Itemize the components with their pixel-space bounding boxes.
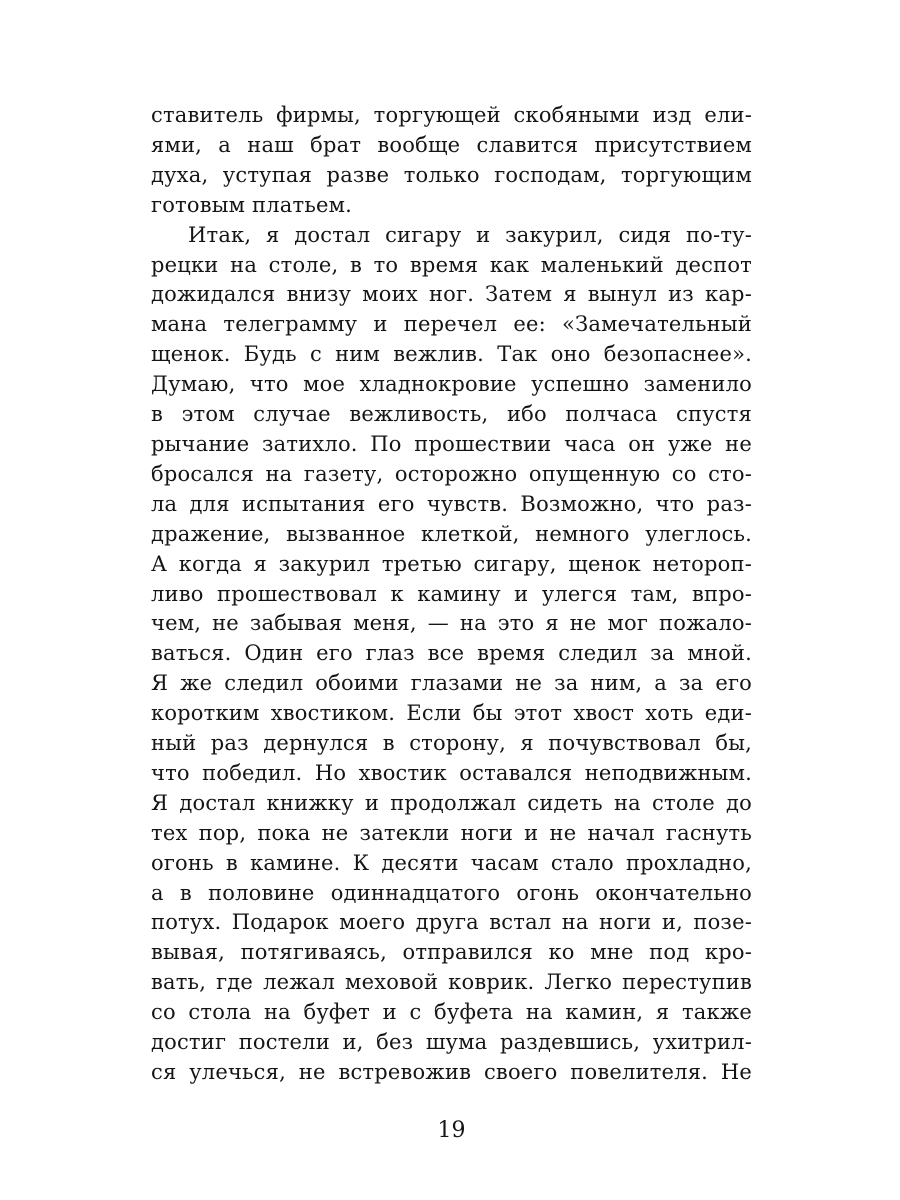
- text-line: мана телеграмму и перечел ее: «Замечательный: [151, 312, 752, 337]
- text-line: рычание затихло. По прошествии часа он уже не: [151, 431, 752, 456]
- text-line: огонь в камине. К десяти часам стало прохладно,: [151, 850, 752, 875]
- text-line: коротким хвостиком. Если бы этот хвост хоть еди-: [151, 701, 752, 726]
- text-line: Думаю, что мое хладнокровие успешно заменило: [151, 372, 752, 397]
- text-line: ла для испытания его чувств. Возможно, что раз-: [151, 491, 752, 516]
- text-line: ный раз дернулся в сторону, я почувствовал бы,: [151, 731, 752, 756]
- text-line: духа, уступая разве только господам, торгующим: [151, 162, 752, 187]
- text-line: щенок. Будь с ним вежлив. Так оно безопаснее».: [151, 342, 752, 367]
- text-line: Итак, я достал сигару и закурил, сидя по-ту-: [188, 222, 752, 247]
- text-line: тех пор, пока не затекли ноги и не начал гаснуть: [151, 820, 752, 845]
- text-line: дражение, вызванное клеткой, немного улеглось.: [151, 521, 752, 546]
- text-line: ями, а наш брат вообще славится присутствием: [151, 132, 752, 157]
- text-line: Я же следил обоими глазами не за ним, а за его: [151, 671, 752, 696]
- text-line: А когда я закурил третью сигару, щенок нетороп-: [151, 551, 752, 576]
- text-line: дожидался внизу моих ног. Затем я вынул из кар-: [151, 282, 752, 307]
- text-line: со стола на буфет и с буфета на камин, я также: [151, 1000, 752, 1025]
- text-line: что победил. Но хвостик оставался неподвижным.: [151, 760, 752, 785]
- text-line: потух. Подарок моего друга встал на ноги и, позе-: [151, 910, 752, 935]
- text-block: [151, 101, 752, 1088]
- text-line: бросался на газету, осторожно опущенную со сто-: [151, 461, 752, 486]
- text-line: а в половине одиннадцатого огонь окончательно: [151, 880, 752, 905]
- text-line: рецки на столе, в то время как маленький деспот: [151, 252, 752, 277]
- text-line: вать, где лежал меховой коврик. Легко переступив: [151, 970, 752, 995]
- text-line: ся улечься, не встревожив своего повелителя. Не: [151, 1060, 752, 1084]
- text-line: чем, не забывая меня, — на это я не мог пожало-: [151, 611, 752, 636]
- text-line: достиг постели и, без шума раздевшись, ухитрил-: [151, 1030, 752, 1055]
- text-line: вывая, потягиваясь, отправился ко мне под кро-: [151, 940, 752, 965]
- text-line: в этом случае вежливость, ибо полчаса спустя: [151, 402, 752, 427]
- page-number: 19: [437, 1118, 466, 1143]
- text-line: Я достал книжку и продолжал сидеть на столе до: [151, 790, 752, 815]
- text-line: готовым платьем.: [151, 192, 352, 217]
- text-line: ливо прошествовал к камину и улегся там, впро-: [151, 581, 752, 606]
- text-line: ваться. Один его глаз все время следил за мной.: [151, 641, 752, 666]
- text-line: ставитель фирмы, торгующей скобяными изд ели-: [151, 103, 752, 127]
